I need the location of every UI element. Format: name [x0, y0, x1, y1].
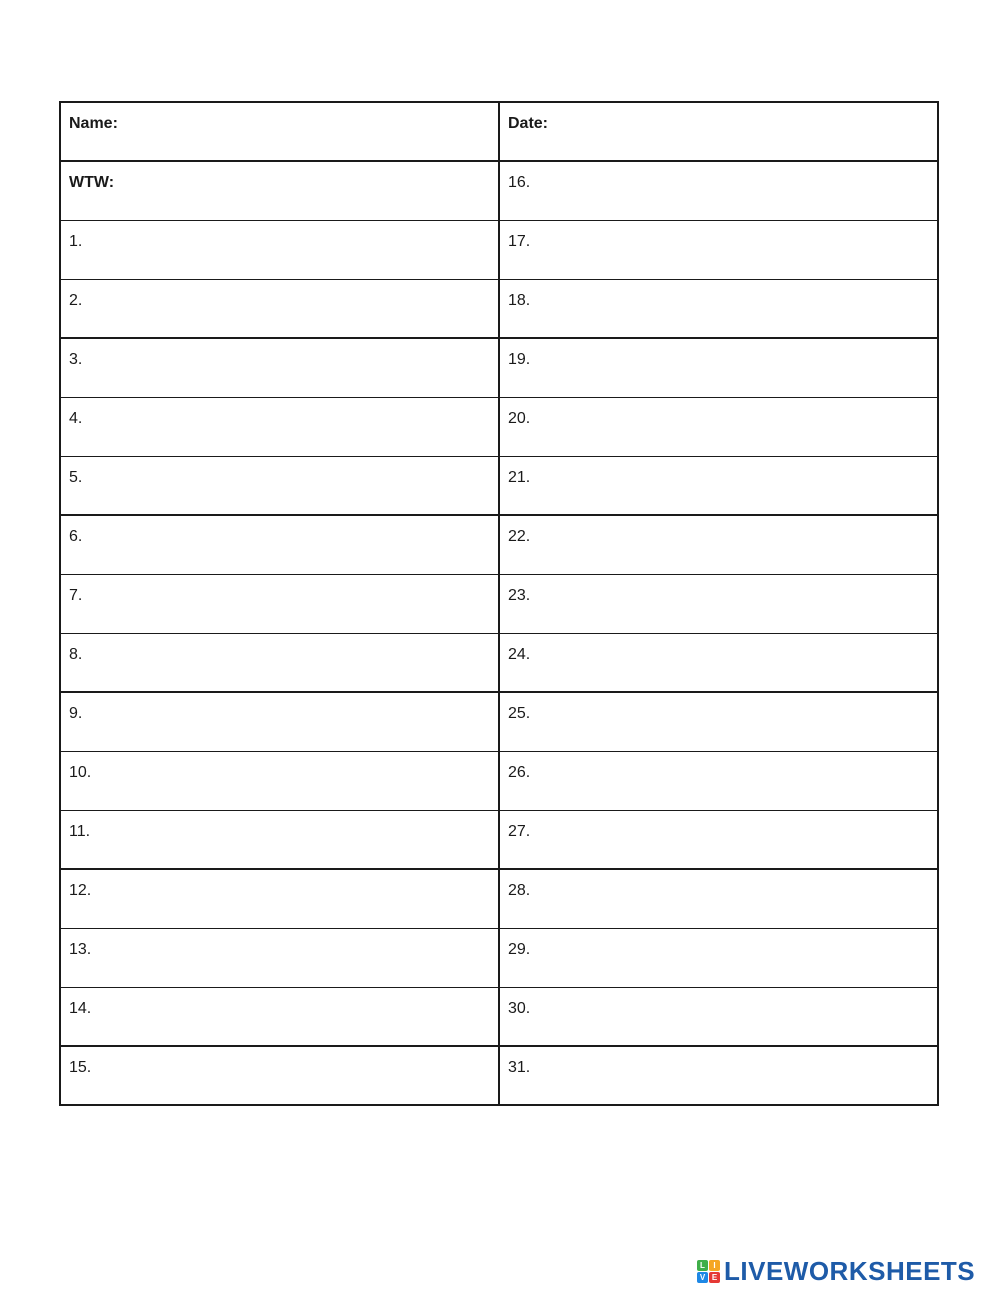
- entry-number: 21.: [508, 468, 531, 486]
- table-row: [60, 633, 938, 692]
- entry-cell[interactable]: [60, 279, 499, 338]
- entry-cell[interactable]: [499, 928, 938, 987]
- entry-cell[interactable]: [499, 692, 938, 751]
- entry-cell[interactable]: [499, 456, 938, 515]
- entry-cell[interactable]: [60, 810, 499, 869]
- entry-cell[interactable]: [499, 574, 938, 633]
- entry-cell[interactable]: [499, 987, 938, 1046]
- entry-number: 2.: [69, 291, 83, 309]
- table-row: [60, 338, 938, 397]
- entry-number: 6.: [69, 528, 83, 545]
- wtw-field[interactable]: [60, 161, 499, 220]
- entry-cell[interactable]: [499, 279, 938, 338]
- entry-number: 16.: [508, 174, 531, 191]
- entry-number: 11.: [69, 822, 91, 840]
- entry-cell[interactable]: [60, 1046, 499, 1105]
- entry-cell[interactable]: [60, 633, 499, 692]
- name-field[interactable]: [60, 102, 499, 161]
- table-row: [60, 869, 938, 928]
- entry-cell[interactable]: [60, 397, 499, 456]
- entry-cell[interactable]: [60, 220, 499, 279]
- liveworksheets-logo-icon: [697, 1260, 720, 1283]
- table-row: [60, 515, 938, 574]
- entry-number: 31.: [508, 1059, 531, 1076]
- entry-number: 27.: [508, 822, 531, 840]
- wtw-label: WTW:: [69, 174, 115, 191]
- entry-number: 20.: [508, 409, 531, 427]
- entry-cell[interactable]: [60, 987, 499, 1046]
- entry-number: 22.: [508, 528, 531, 545]
- entry-number: 25.: [508, 705, 531, 722]
- entry-number: 18.: [508, 291, 531, 309]
- entry-cell[interactable]: [499, 810, 938, 869]
- entry-number: 12.: [69, 882, 92, 899]
- entry-number: 15.: [69, 1059, 92, 1076]
- entry-number: 30.: [508, 999, 531, 1017]
- logo-letter: I: [709, 1260, 720, 1271]
- table-row: [60, 1046, 938, 1105]
- entry-cell[interactable]: [499, 869, 938, 928]
- entry-cell[interactable]: [499, 397, 938, 456]
- entry-number: 17.: [508, 232, 531, 250]
- liveworksheets-brand: [697, 1256, 975, 1286]
- header-row: [60, 102, 938, 161]
- logo-letter: L: [697, 1260, 708, 1271]
- entry-number: 8.: [69, 645, 83, 663]
- entry-number: 1.: [69, 232, 83, 250]
- entry-number: 28.: [508, 882, 531, 899]
- brand-text: LIVEWORKSHEETS: [724, 1255, 976, 1286]
- entry-number: 4.: [69, 409, 83, 427]
- table-row: [60, 692, 938, 751]
- table-row: [60, 751, 938, 810]
- table-row: [60, 279, 938, 338]
- name-label: Name:: [69, 115, 118, 132]
- entry-number: 29.: [508, 940, 531, 958]
- date-label: Date:: [508, 115, 549, 132]
- entry-cell[interactable]: [499, 1046, 938, 1105]
- entry-cell[interactable]: [60, 515, 499, 574]
- entry-cell[interactable]: [60, 338, 499, 397]
- table-row: [60, 928, 938, 987]
- table-row: [60, 987, 938, 1046]
- logo-letter: V: [697, 1272, 708, 1283]
- entry-number: 9.: [69, 705, 83, 722]
- table-row: [60, 220, 938, 279]
- entry-cell[interactable]: [499, 338, 938, 397]
- logo-letter: E: [709, 1272, 720, 1283]
- entry-number: 14.: [69, 999, 92, 1017]
- worksheet-table: [59, 101, 939, 1106]
- entry-rows: [60, 220, 938, 1105]
- entry-number: 23.: [508, 586, 531, 604]
- entry-number: 7.: [69, 586, 83, 604]
- table-row: [60, 456, 938, 515]
- wtw-row: [60, 161, 938, 220]
- entry-cell[interactable]: [499, 515, 938, 574]
- entry-number: 19.: [508, 351, 531, 368]
- entry-cell[interactable]: [60, 751, 499, 810]
- entry-number: 3.: [69, 351, 83, 368]
- entry-cell[interactable]: [60, 456, 499, 515]
- entry-number: 5.: [69, 468, 83, 486]
- entry-cell[interactable]: [499, 751, 938, 810]
- date-field[interactable]: [499, 102, 938, 161]
- entry-cell[interactable]: [60, 869, 499, 928]
- entry-number: 26.: [508, 763, 531, 781]
- table-row: [60, 397, 938, 456]
- entry-number: 10.: [69, 763, 92, 781]
- entry-cell[interactable]: [60, 692, 499, 751]
- table-row: [60, 810, 938, 869]
- entry-cell[interactable]: [499, 633, 938, 692]
- entry-cell[interactable]: [60, 574, 499, 633]
- table-row: [60, 574, 938, 633]
- entry-number: 13.: [69, 940, 92, 958]
- entry-cell-16[interactable]: [499, 161, 938, 220]
- entry-cell[interactable]: [60, 928, 499, 987]
- entry-cell[interactable]: [499, 220, 938, 279]
- entry-number: 24.: [508, 645, 531, 663]
